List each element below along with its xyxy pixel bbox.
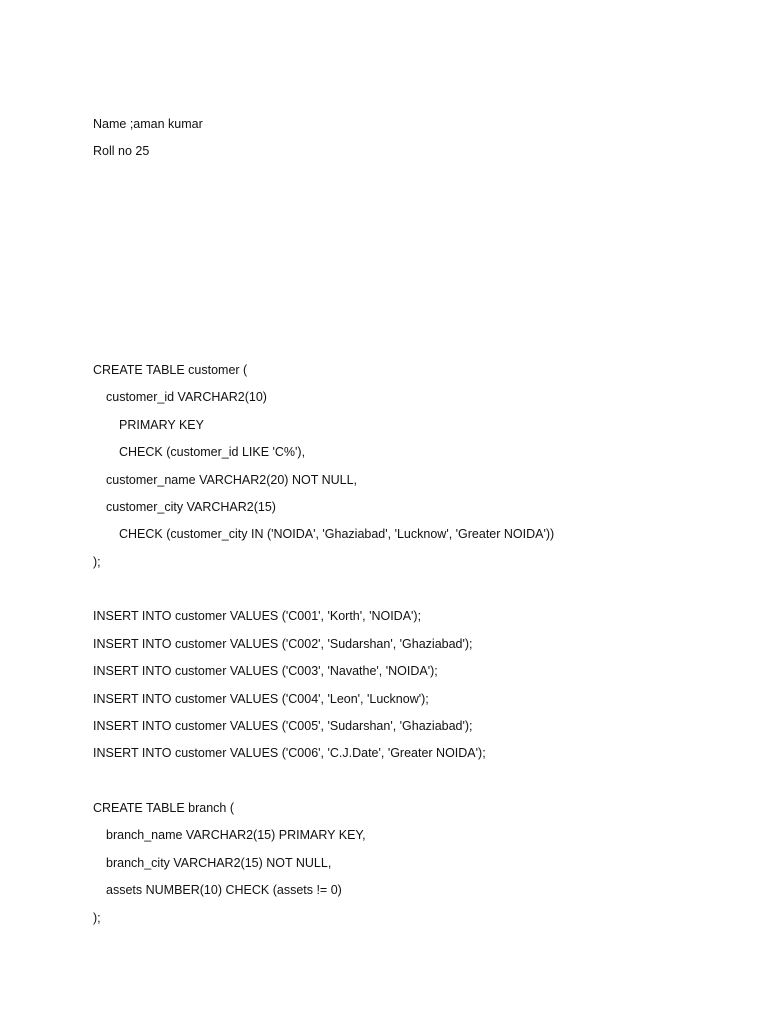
customer-id-primary-key: PRIMARY KEY <box>119 418 204 432</box>
branch-assets-column: assets NUMBER(10) CHECK (assets != 0) <box>106 883 342 897</box>
customer-city-check: CHECK (customer_city IN ('NOIDA', 'Ghaziabad', 'Lucknow', 'Greater NOIDA')) <box>119 527 555 541</box>
insert-line: INSERT INTO customer VALUES ('C006', 'C.J.Date', 'Greater NOIDA'); <box>93 746 486 760</box>
customer-id-check: CHECK (customer_id LIKE 'C%'), <box>119 445 306 459</box>
roll-number: Roll no 25 <box>93 144 150 158</box>
branch-name-column: branch_name VARCHAR2(15) PRIMARY KEY, <box>106 828 366 842</box>
student-name: Name ;aman kumar <box>93 117 203 131</box>
customer-city-column: customer_city VARCHAR2(15) <box>106 500 276 514</box>
customer-id-column: customer_id VARCHAR2(10) <box>106 390 267 404</box>
branch-create-line: CREATE TABLE branch ( <box>93 801 235 815</box>
customer-create-line: CREATE TABLE customer ( <box>93 363 248 377</box>
insert-line: INSERT INTO customer VALUES ('C004', 'Leon', 'Lucknow'); <box>93 692 429 706</box>
insert-line: INSERT INTO customer VALUES ('C005', 'Sudarshan', 'Ghaziabad'); <box>93 719 473 733</box>
branch-close-line: ); <box>93 911 101 925</box>
insert-line: INSERT INTO customer VALUES ('C002', 'Sudarshan', 'Ghaziabad'); <box>93 637 473 651</box>
customer-close-line: ); <box>93 555 101 569</box>
insert-line: INSERT INTO customer VALUES ('C001', 'Korth', 'NOIDA'); <box>93 609 422 623</box>
customer-name-column: customer_name VARCHAR2(20) NOT NULL, <box>106 473 358 487</box>
branch-city-column: branch_city VARCHAR2(15) NOT NULL, <box>106 856 332 870</box>
insert-line: INSERT INTO customer VALUES ('C003', 'Navathe', 'NOIDA'); <box>93 664 438 678</box>
